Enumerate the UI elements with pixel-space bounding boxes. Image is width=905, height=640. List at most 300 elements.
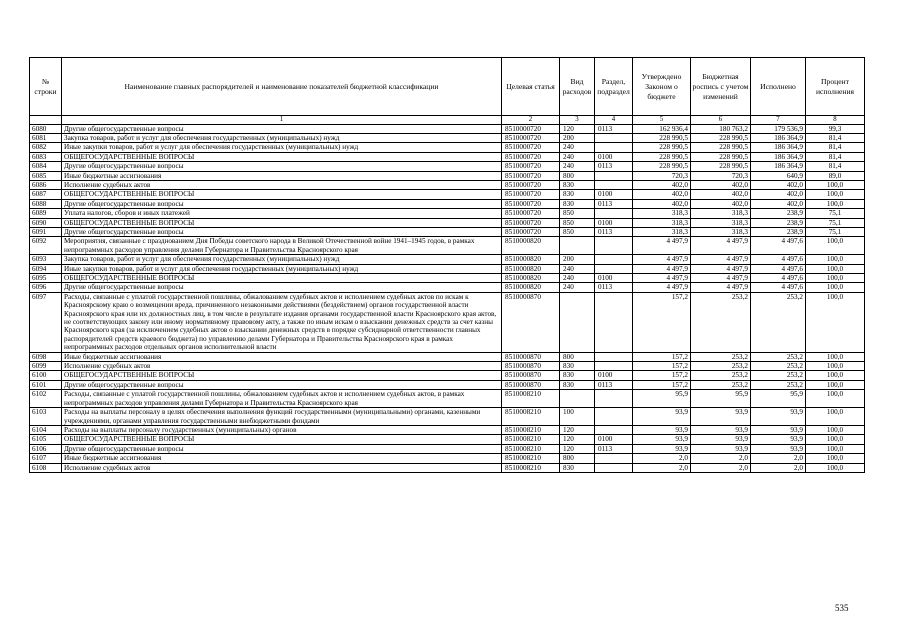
row-executed-cell: 95,9 xyxy=(751,390,806,408)
header-section: Раздел, подраздел xyxy=(595,58,633,116)
row-section-cell: 0100 xyxy=(595,190,633,199)
row-target-article-cell: 8510000720 xyxy=(502,152,560,161)
row-expense-kind-cell: 850 xyxy=(560,227,595,236)
row-approved-cell: 318,3 xyxy=(633,218,691,227)
row-section-cell xyxy=(595,454,633,463)
table-row xyxy=(30,371,865,380)
table-row xyxy=(30,283,865,292)
row-section-cell xyxy=(595,362,633,371)
column-number-row xyxy=(30,116,865,125)
row-expense-kind-cell: 800 xyxy=(560,352,595,361)
row-percent-cell: 100,0 xyxy=(806,463,865,472)
column-number xyxy=(30,116,62,125)
row-budget-list-cell: 95,9 xyxy=(691,390,751,408)
row-section-cell: 0113 xyxy=(595,444,633,453)
row-number-cell: 6106 xyxy=(30,444,62,453)
row-budget-list-cell: 93,9 xyxy=(691,435,751,444)
row-expense-kind-cell: 120 xyxy=(560,425,595,434)
row-percent-cell: 75,1 xyxy=(806,209,865,218)
row-section-cell xyxy=(595,237,633,255)
row-number-cell: 6094 xyxy=(30,264,62,273)
row-number-cell: 6085 xyxy=(30,171,62,180)
row-approved-cell: 228 990,5 xyxy=(633,162,691,171)
row-name-cell: Иные закупки товаров, работ и услуг для обеспечения государственных (муниципальных) нужд xyxy=(62,264,502,273)
row-target-article-cell: 8510000820 xyxy=(502,283,560,292)
row-budget-list-cell: 253,2 xyxy=(691,362,751,371)
table-row xyxy=(30,237,865,255)
row-executed-cell: 4 497,6 xyxy=(751,255,806,264)
row-target-article-cell: 8510008210 xyxy=(502,390,560,408)
table-row xyxy=(30,444,865,453)
table-row xyxy=(30,171,865,180)
row-percent-cell: 75,1 xyxy=(806,218,865,227)
row-target-article-cell: 8510000720 xyxy=(502,124,560,133)
budget-report-sheet xyxy=(29,57,865,473)
row-number-cell: 6091 xyxy=(30,227,62,236)
row-name-cell: Закупка товаров, работ и услуг для обеспечения государственных (муниципальных) нужд xyxy=(62,133,502,142)
row-executed-cell: 186 364,9 xyxy=(751,133,806,142)
row-target-article-cell: 8510000720 xyxy=(502,143,560,152)
header-name: Наименование главных распорядителей и наименование показателей бюджетной классификации xyxy=(62,58,502,116)
row-executed-cell: 186 364,9 xyxy=(751,152,806,161)
row-expense-kind-cell: 240 xyxy=(560,143,595,152)
table-row xyxy=(30,255,865,264)
row-number-cell: 6107 xyxy=(30,454,62,463)
row-executed-cell: 402,0 xyxy=(751,180,806,189)
row-section-cell: 0100 xyxy=(595,218,633,227)
row-expense-kind-cell: 240 xyxy=(560,274,595,283)
row-expense-kind-cell xyxy=(560,292,595,352)
row-section-cell: 0113 xyxy=(595,199,633,208)
row-number-cell: 6099 xyxy=(30,362,62,371)
row-name-cell: Исполнение судебных актов xyxy=(62,463,502,472)
row-budget-list-cell: 318,3 xyxy=(691,218,751,227)
row-section-cell xyxy=(595,425,633,434)
row-percent-cell: 100,0 xyxy=(806,362,865,371)
row-number-cell: 6087 xyxy=(30,190,62,199)
row-percent-cell: 100,0 xyxy=(806,292,865,352)
row-executed-cell: 253,2 xyxy=(751,380,806,389)
row-number-cell: 6098 xyxy=(30,352,62,361)
row-budget-list-cell: 4 497,9 xyxy=(691,237,751,255)
row-name-cell: Уплата налогов, сборов и иных платежей xyxy=(62,209,502,218)
row-approved-cell: 318,3 xyxy=(633,227,691,236)
row-executed-cell: 253,2 xyxy=(751,371,806,380)
row-expense-kind-cell: 850 xyxy=(560,209,595,218)
row-target-article-cell: 8510008210 xyxy=(502,408,560,426)
row-number-cell: 6083 xyxy=(30,152,62,161)
row-approved-cell: 4 497,9 xyxy=(633,237,691,255)
row-executed-cell: 93,9 xyxy=(751,408,806,426)
row-approved-cell: 4 497,9 xyxy=(633,274,691,283)
row-budget-list-cell: 318,3 xyxy=(691,227,751,236)
table-row xyxy=(30,199,865,208)
row-executed-cell: 4 497,6 xyxy=(751,264,806,273)
row-percent-cell: 100,0 xyxy=(806,237,865,255)
row-expense-kind-cell: 100 xyxy=(560,408,595,426)
row-expense-kind-cell: 830 xyxy=(560,463,595,472)
row-percent-cell: 100,0 xyxy=(806,444,865,453)
row-target-article-cell: 8510008210 xyxy=(502,463,560,472)
row-target-article-cell: 8510008210 xyxy=(502,444,560,453)
column-number: 7 xyxy=(751,116,806,125)
row-approved-cell: 318,3 xyxy=(633,209,691,218)
row-expense-kind-cell: 120 xyxy=(560,124,595,133)
row-section-cell: 0113 xyxy=(595,380,633,389)
row-approved-cell: 157,2 xyxy=(633,380,691,389)
row-number-cell: 6108 xyxy=(30,463,62,472)
row-percent-cell: 99,3 xyxy=(806,124,865,133)
row-expense-kind-cell: 830 xyxy=(560,190,595,199)
column-number: 8 xyxy=(806,116,865,125)
row-approved-cell: 95,9 xyxy=(633,390,691,408)
row-budget-list-cell: 4 497,9 xyxy=(691,274,751,283)
table-row xyxy=(30,463,865,472)
header-budget-list: Бюджетная роспись с учетом изменений xyxy=(691,58,751,116)
header-approved: Утверждено Законом о бюджете xyxy=(633,58,691,116)
row-target-article-cell: 8510000720 xyxy=(502,180,560,189)
row-section-cell xyxy=(595,408,633,426)
row-percent-cell: 100,0 xyxy=(806,190,865,199)
budget-table xyxy=(29,57,865,473)
row-percent-cell: 100,0 xyxy=(806,264,865,273)
row-number-cell: 6086 xyxy=(30,180,62,189)
row-budget-list-cell: 4 497,9 xyxy=(691,255,751,264)
table-row xyxy=(30,180,865,189)
table-row xyxy=(30,454,865,463)
table-row xyxy=(30,218,865,227)
row-budget-list-cell: 253,2 xyxy=(691,352,751,361)
row-expense-kind-cell: 830 xyxy=(560,199,595,208)
row-name-cell: Иные бюджетные ассигнования xyxy=(62,454,502,463)
row-approved-cell: 228 990,5 xyxy=(633,133,691,142)
table-row xyxy=(30,390,865,408)
row-executed-cell: 253,2 xyxy=(751,352,806,361)
row-section-cell: 0100 xyxy=(595,371,633,380)
row-approved-cell: 720,3 xyxy=(633,171,691,180)
row-expense-kind-cell: 240 xyxy=(560,162,595,171)
row-number-cell: 6101 xyxy=(30,380,62,389)
row-name-cell: Расходы, связанные с уплатой государственной пошлины, обжалованием судебных актов и исполнением судебных актов по искам к Красноярскому краю о возмещении вреда, причиненного незаконными действиями (бездействием) органов государственной власти Красноярского края или их должностных лиц, в том числе в результате издания органами государственной власти Красноярского края актов, не соответствующих закону или иному нормативному правовому акту, а также по иным искам о взыскании денежных средств за счет казны Красноярского края (за исключением судебных актов о взыскании денежных средств в порядке субсидиарной ответственности главных распорядителей средств краевого бюджета) по управлению делами Губернатора и Правительства Красноярского края в рамках непрограммных расходов отдельных органов исполнительной власти xyxy=(62,292,502,352)
row-budget-list-cell: 2,0 xyxy=(691,454,751,463)
row-approved-cell: 4 497,9 xyxy=(633,283,691,292)
row-section-cell xyxy=(595,352,633,361)
row-expense-kind-cell: 240 xyxy=(560,283,595,292)
row-target-article-cell: 8510000870 xyxy=(502,292,560,352)
row-target-article-cell: 8510000870 xyxy=(502,371,560,380)
table-row xyxy=(30,143,865,152)
row-expense-kind-cell: 850 xyxy=(560,218,595,227)
row-name-cell: Расходы, связанные с уплатой государственной пошлины, обжалованием судебных актов и исполнением судебных актов, в рамках непрограммных расходов управления делами Губернатора и Правительства Красноярского края xyxy=(62,390,502,408)
table-row xyxy=(30,380,865,389)
row-budget-list-cell: 253,2 xyxy=(691,292,751,352)
row-approved-cell: 402,0 xyxy=(633,199,691,208)
row-number-cell: 6103 xyxy=(30,408,62,426)
row-number-cell: 6096 xyxy=(30,283,62,292)
row-name-cell: Исполнение судебных актов xyxy=(62,180,502,189)
row-section-cell: 0113 xyxy=(595,124,633,133)
row-expense-kind-cell: 830 xyxy=(560,180,595,189)
row-approved-cell: 228 990,5 xyxy=(633,152,691,161)
row-number-cell: 6084 xyxy=(30,162,62,171)
row-approved-cell: 93,9 xyxy=(633,425,691,434)
row-expense-kind-cell xyxy=(560,237,595,255)
row-section-cell: 0113 xyxy=(595,162,633,171)
row-expense-kind-cell: 800 xyxy=(560,171,595,180)
row-executed-cell: 93,9 xyxy=(751,425,806,434)
row-approved-cell: 4 497,9 xyxy=(633,255,691,264)
row-approved-cell: 93,9 xyxy=(633,435,691,444)
row-name-cell: Иные закупки товаров, работ и услуг для обеспечения государственных (муниципальных) нужд xyxy=(62,143,502,152)
row-section-cell xyxy=(595,390,633,408)
row-approved-cell: 157,2 xyxy=(633,292,691,352)
row-executed-cell: 4 497,6 xyxy=(751,237,806,255)
table-row xyxy=(30,274,865,283)
row-name-cell: ОБЩЕГОСУДАРСТВЕННЫЕ ВОПРОСЫ xyxy=(62,218,502,227)
row-number-cell: 6093 xyxy=(30,255,62,264)
row-approved-cell: 157,2 xyxy=(633,362,691,371)
row-number-cell: 6092 xyxy=(30,237,62,255)
row-expense-kind-cell xyxy=(560,390,595,408)
row-expense-kind-cell: 120 xyxy=(560,444,595,453)
row-expense-kind-cell: 200 xyxy=(560,255,595,264)
row-number-cell: 6102 xyxy=(30,390,62,408)
row-executed-cell: 93,9 xyxy=(751,435,806,444)
row-target-article-cell: 8510000720 xyxy=(502,171,560,180)
row-name-cell: Исполнение судебных актов xyxy=(62,362,502,371)
row-approved-cell: 162 936,4 xyxy=(633,124,691,133)
table-row xyxy=(30,362,865,371)
row-expense-kind-cell: 240 xyxy=(560,152,595,161)
row-budget-list-cell: 402,0 xyxy=(691,190,751,199)
row-percent-cell: 100,0 xyxy=(806,255,865,264)
row-approved-cell: 4 497,9 xyxy=(633,264,691,273)
row-budget-list-cell: 2,0 xyxy=(691,463,751,472)
row-target-article-cell: 8510008210 xyxy=(502,435,560,444)
header-row xyxy=(30,58,865,116)
row-section-cell xyxy=(595,264,633,273)
row-expense-kind-cell: 120 xyxy=(560,435,595,444)
row-section-cell xyxy=(595,292,633,352)
row-section-cell: 0100 xyxy=(595,274,633,283)
row-section-cell xyxy=(595,463,633,472)
row-percent-cell: 100,0 xyxy=(806,390,865,408)
row-approved-cell: 402,0 xyxy=(633,180,691,189)
row-target-article-cell: 8510000820 xyxy=(502,237,560,255)
header-percent: Процент исполнения xyxy=(806,58,865,116)
row-percent-cell: 100,0 xyxy=(806,352,865,361)
row-section-cell xyxy=(595,171,633,180)
table-row xyxy=(30,352,865,361)
row-approved-cell: 93,9 xyxy=(633,444,691,453)
row-percent-cell: 100,0 xyxy=(806,380,865,389)
row-budget-list-cell: 93,9 xyxy=(691,425,751,434)
row-section-cell: 0113 xyxy=(595,227,633,236)
table-row xyxy=(30,133,865,142)
table-row xyxy=(30,264,865,273)
row-budget-list-cell: 4 497,9 xyxy=(691,264,751,273)
row-executed-cell: 238,9 xyxy=(751,218,806,227)
row-budget-list-cell: 180 763,2 xyxy=(691,124,751,133)
row-target-article-cell: 8510000870 xyxy=(502,380,560,389)
row-percent-cell: 100,0 xyxy=(806,435,865,444)
row-expense-kind-cell: 830 xyxy=(560,380,595,389)
row-name-cell: ОБЩЕГОСУДАРСТВЕННЫЕ ВОПРОСЫ xyxy=(62,274,502,283)
row-executed-cell: 238,9 xyxy=(751,227,806,236)
row-section-cell: 0113 xyxy=(595,283,633,292)
row-name-cell: Закупка товаров, работ и услуг для обеспечения государственных (муниципальных) нужд xyxy=(62,255,502,264)
table-row xyxy=(30,124,865,133)
table-row xyxy=(30,227,865,236)
column-number: 1 xyxy=(62,116,502,125)
row-executed-cell: 640,9 xyxy=(751,171,806,180)
row-number-cell: 6089 xyxy=(30,209,62,218)
row-target-article-cell: 8510000720 xyxy=(502,209,560,218)
row-executed-cell: 186 364,9 xyxy=(751,162,806,171)
row-section-cell xyxy=(595,255,633,264)
row-budget-list-cell: 228 990,5 xyxy=(691,133,751,142)
row-approved-cell: 157,2 xyxy=(633,371,691,380)
row-percent-cell: 81,4 xyxy=(806,152,865,161)
page-number: 535 xyxy=(835,603,849,613)
row-target-article-cell: 8510008210 xyxy=(502,425,560,434)
row-approved-cell: 93,9 xyxy=(633,408,691,426)
row-number-cell: 6080 xyxy=(30,124,62,133)
row-name-cell: Другие общегосударственные вопросы xyxy=(62,199,502,208)
row-percent-cell: 81,4 xyxy=(806,143,865,152)
row-target-article-cell: 8510000720 xyxy=(502,133,560,142)
row-budget-list-cell: 253,2 xyxy=(691,371,751,380)
row-expense-kind-cell: 200 xyxy=(560,133,595,142)
row-percent-cell: 100,0 xyxy=(806,274,865,283)
row-name-cell: Другие общегосударственные вопросы xyxy=(62,283,502,292)
row-name-cell: Другие общегосударственные вопросы xyxy=(62,124,502,133)
row-section-cell xyxy=(595,209,633,218)
row-target-article-cell: 8510000720 xyxy=(502,218,560,227)
row-section-cell: 0100 xyxy=(595,435,633,444)
table-row xyxy=(30,435,865,444)
row-number-cell: 6081 xyxy=(30,133,62,142)
column-number: 3 xyxy=(560,116,595,125)
column-number: 5 xyxy=(633,116,691,125)
row-approved-cell: 228 990,5 xyxy=(633,143,691,152)
row-target-article-cell: 8510000820 xyxy=(502,274,560,283)
table-row xyxy=(30,408,865,426)
row-target-article-cell: 8510000820 xyxy=(502,255,560,264)
row-executed-cell: 179 536,9 xyxy=(751,124,806,133)
row-number-cell: 6090 xyxy=(30,218,62,227)
table-row xyxy=(30,292,865,352)
row-number-cell: 6095 xyxy=(30,274,62,283)
row-executed-cell: 253,2 xyxy=(751,362,806,371)
row-executed-cell: 238,9 xyxy=(751,209,806,218)
row-percent-cell: 100,0 xyxy=(806,371,865,380)
row-executed-cell: 4 497,6 xyxy=(751,283,806,292)
row-executed-cell: 402,0 xyxy=(751,199,806,208)
row-section-cell xyxy=(595,143,633,152)
row-percent-cell: 81,4 xyxy=(806,133,865,142)
table-row xyxy=(30,190,865,199)
column-number: 6 xyxy=(691,116,751,125)
row-target-article-cell: 8510000720 xyxy=(502,190,560,199)
row-name-cell: Расходы на выплаты персоналу государственных (муниципальных) органов xyxy=(62,425,502,434)
row-expense-kind-cell: 800 xyxy=(560,454,595,463)
row-budget-list-cell: 402,0 xyxy=(691,199,751,208)
row-budget-list-cell: 228 990,5 xyxy=(691,152,751,161)
row-percent-cell: 100,0 xyxy=(806,199,865,208)
row-executed-cell: 186 364,9 xyxy=(751,143,806,152)
row-name-cell: Другие общегосударственные вопросы xyxy=(62,162,502,171)
row-executed-cell: 4 497,6 xyxy=(751,274,806,283)
row-name-cell: ОБЩЕГОСУДАРСТВЕННЫЕ ВОПРОСЫ xyxy=(62,190,502,199)
row-name-cell: Иные бюджетные ассигнования xyxy=(62,171,502,180)
row-budget-list-cell: 253,2 xyxy=(691,380,751,389)
row-percent-cell: 100,0 xyxy=(806,425,865,434)
row-budget-list-cell: 318,3 xyxy=(691,209,751,218)
row-percent-cell: 100,0 xyxy=(806,283,865,292)
row-number-cell: 6082 xyxy=(30,143,62,152)
row-percent-cell: 75,1 xyxy=(806,227,865,236)
row-budget-list-cell: 93,9 xyxy=(691,408,751,426)
row-expense-kind-cell: 240 xyxy=(560,264,595,273)
row-budget-list-cell: 4 497,9 xyxy=(691,283,751,292)
row-approved-cell: 2,0 xyxy=(633,463,691,472)
row-executed-cell: 2,0 xyxy=(751,463,806,472)
row-executed-cell: 402,0 xyxy=(751,190,806,199)
row-percent-cell: 89,0 xyxy=(806,171,865,180)
row-number-cell: 6105 xyxy=(30,435,62,444)
row-target-article-cell: 8510000870 xyxy=(502,352,560,361)
row-name-cell: Расходы на выплаты персоналу в целях обеспечения выполнения функций государственными (муниципальными) органами, казенными учреждениями, органами управления государственными внебюджетными фондами xyxy=(62,408,502,426)
row-executed-cell: 2,0 xyxy=(751,454,806,463)
row-approved-cell: 157,2 xyxy=(633,352,691,361)
row-name-cell: ОБЩЕГОСУДАРСТВЕННЫЕ ВОПРОСЫ xyxy=(62,152,502,161)
row-expense-kind-cell: 830 xyxy=(560,362,595,371)
row-budget-list-cell: 228 990,5 xyxy=(691,143,751,152)
row-executed-cell: 253,2 xyxy=(751,292,806,352)
row-number-cell: 6100 xyxy=(30,371,62,380)
row-number-cell: 6104 xyxy=(30,425,62,434)
table-row xyxy=(30,152,865,161)
row-name-cell: Другие общегосударственные вопросы xyxy=(62,444,502,453)
header-expense-kind: Вид расходов xyxy=(560,58,595,116)
row-name-cell: Иные бюджетные ассигнования xyxy=(62,352,502,361)
header-target-article: Целевая статья xyxy=(502,58,560,116)
row-section-cell xyxy=(595,133,633,142)
row-target-article-cell: 8510000870 xyxy=(502,362,560,371)
header-row-number: № строки xyxy=(30,58,62,116)
row-expense-kind-cell: 830 xyxy=(560,371,595,380)
column-number: 2 xyxy=(502,116,560,125)
row-executed-cell: 93,9 xyxy=(751,444,806,453)
row-number-cell: 6088 xyxy=(30,199,62,208)
table-row xyxy=(30,162,865,171)
header-executed: Исполнено xyxy=(751,58,806,116)
row-budget-list-cell: 402,0 xyxy=(691,180,751,189)
row-budget-list-cell: 720,3 xyxy=(691,171,751,180)
row-approved-cell: 402,0 xyxy=(633,190,691,199)
row-target-article-cell: 8510000720 xyxy=(502,162,560,171)
row-name-cell: Другие общегосударственные вопросы xyxy=(62,380,502,389)
row-percent-cell: 100,0 xyxy=(806,180,865,189)
row-budget-list-cell: 93,9 xyxy=(691,444,751,453)
table-row xyxy=(30,425,865,434)
row-section-cell xyxy=(595,180,633,189)
row-target-article-cell: 8510008210 xyxy=(502,454,560,463)
row-name-cell: ОБЩЕГОСУДАРСТВЕННЫЕ ВОПРОСЫ xyxy=(62,371,502,380)
row-target-article-cell: 8510000720 xyxy=(502,227,560,236)
row-name-cell: Другие общегосударственные вопросы xyxy=(62,227,502,236)
